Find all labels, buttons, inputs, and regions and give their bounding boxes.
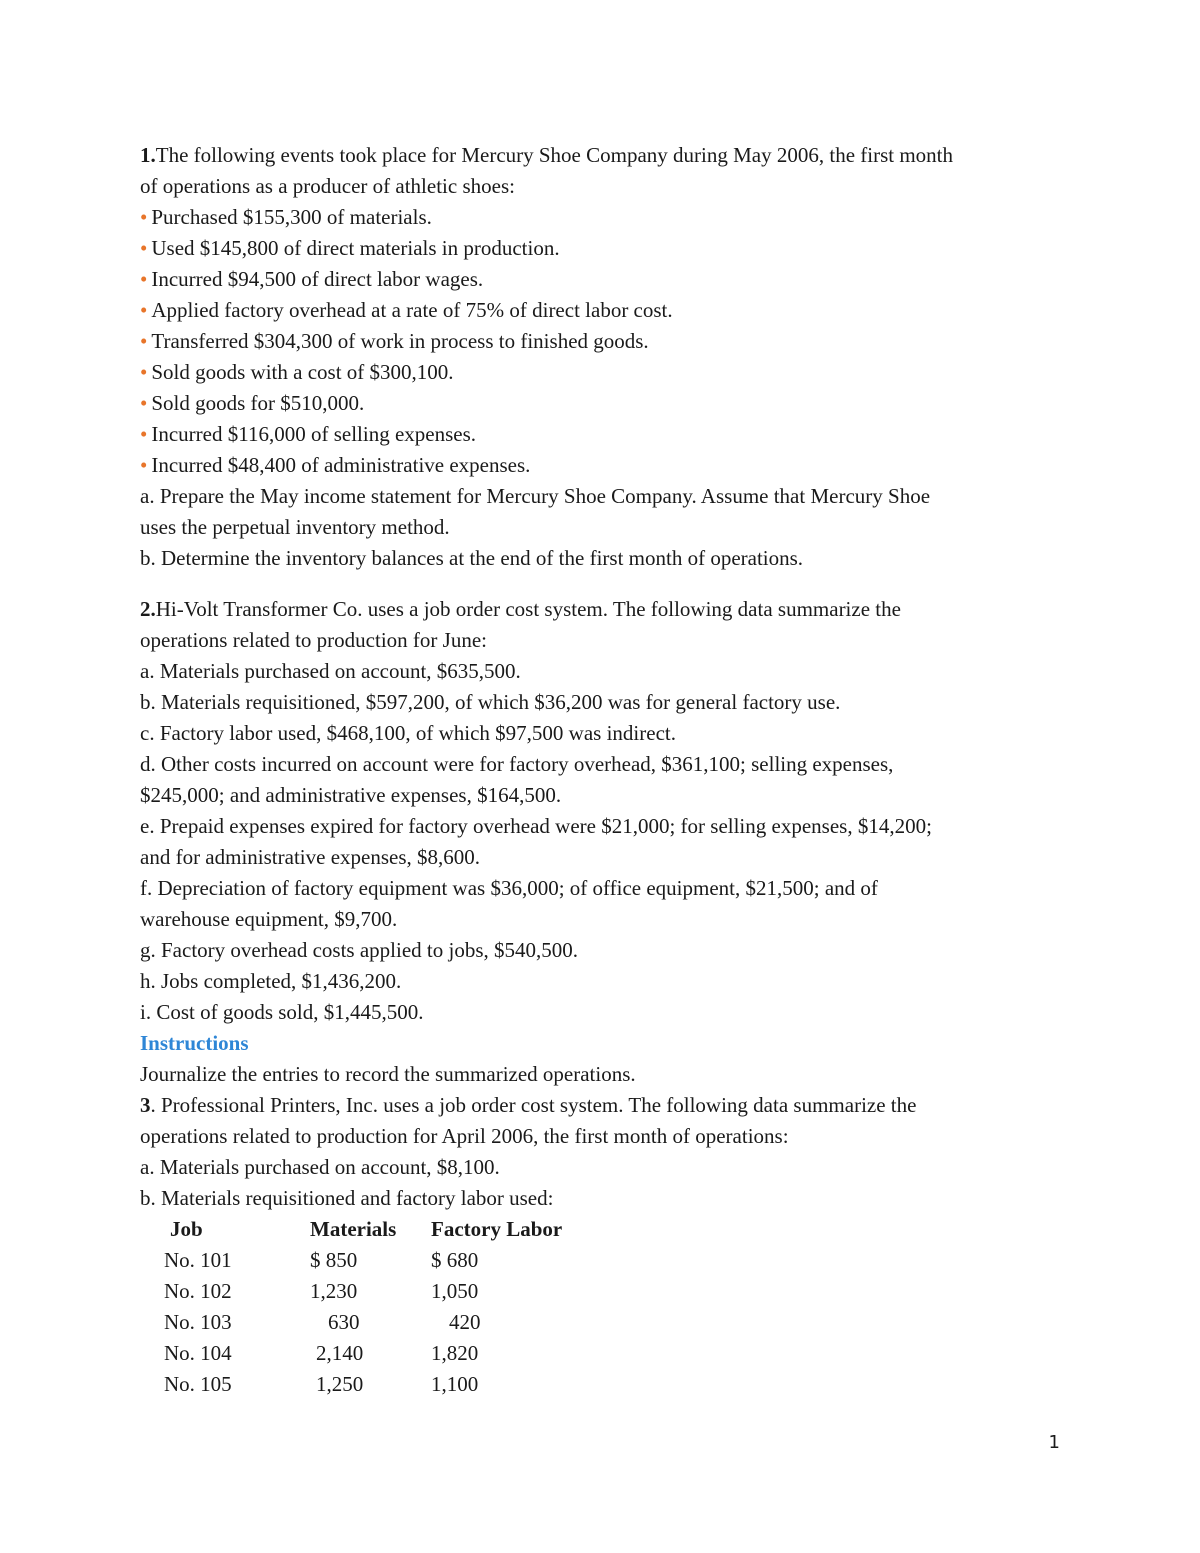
q1-bullet-item: [140, 357, 1060, 388]
q1-bullet-text: Incurred $116,000 of selling expenses.: [151, 422, 476, 446]
q2-intro-text1: Hi-Volt Transformer Co. uses a job order cost system. The following data summarize the: [155, 597, 901, 621]
q1-intro-text1: The following events took place for Mercury Shoe Company during May 2006, the first month: [155, 143, 954, 167]
q1-bullet-item: [140, 202, 1060, 233]
bullet-icon: •: [140, 391, 148, 415]
q2-line: $245,000; and administrative expenses, $164,500.: [140, 783, 562, 807]
table-row: [158, 1276, 609, 1307]
q1-bullet-item: [140, 419, 1060, 450]
q1-bullet-text: Applied factory overhead at a rate of 75% of direct labor cost.: [151, 298, 673, 322]
table-row: [158, 1307, 609, 1338]
cell-materials: $ 850: [310, 1248, 358, 1272]
job-cost-table: [158, 1214, 609, 1400]
header-job: Job: [170, 1217, 203, 1241]
cell-factory-labor: $ 680: [431, 1248, 479, 1272]
cell-job: No. 103: [164, 1310, 232, 1334]
q1-bullet-item: [140, 450, 1060, 481]
q1-part-b: b. Determine the inventory balances at the end of the first month of operations.: [140, 546, 804, 570]
page-number: 1: [1048, 1432, 1060, 1453]
bullet-icon: •: [140, 422, 148, 446]
bullet-icon: •: [140, 329, 148, 353]
q1-bullet-item: [140, 388, 1060, 419]
q1-bullet-item: [140, 264, 1060, 295]
cell-materials: 630: [328, 1310, 360, 1334]
q2-line: e. Prepaid expenses expired for factory overhead were $21,000; for selling expenses, $14,200;: [140, 814, 932, 838]
bullet-icon: •: [140, 267, 148, 291]
cell-materials: 1,230: [310, 1279, 358, 1303]
header-materials: Materials: [310, 1217, 397, 1241]
q3-number: 3: [140, 1093, 151, 1117]
cell-job: No. 101: [164, 1248, 232, 1272]
q1-bullet-item: [140, 295, 1060, 326]
q1-bullet-text: Purchased $155,300 of materials.: [151, 205, 432, 229]
cell-factory-labor: 420: [449, 1310, 481, 1334]
cell-factory-labor: 1,050: [431, 1279, 479, 1303]
bullet-icon: •: [140, 453, 148, 477]
q1-part-a-line2: uses the perpetual inventory method.: [140, 515, 450, 539]
instructions-heading: Instructions: [140, 1031, 249, 1055]
q1-part-a-line1: a. Prepare the May income statement for Mercury Shoe Company. Assume that Mercury Shoe: [140, 484, 931, 508]
table-row: [158, 1369, 609, 1400]
cell-factory-labor: 1,100: [431, 1372, 479, 1396]
q1-bullet-text: Incurred $48,400 of administrative expenses.: [151, 453, 531, 477]
q2-line: and for administrative expenses, $8,600.: [140, 845, 480, 869]
q3-line-b: b. Materials requisitioned and factory labor used:: [140, 1186, 554, 1210]
q1-bullet-text: Incurred $94,500 of direct labor wages.: [151, 267, 484, 291]
document-page: [140, 140, 1060, 1400]
cell-materials: 1,250: [316, 1372, 364, 1396]
cell-factory-labor: 1,820: [431, 1341, 479, 1365]
table-row: [158, 1245, 609, 1276]
q1-intro-line2: of operations as a producer of athletic shoes:: [140, 174, 515, 198]
instructions-text: Journalize the entries to record the summarized operations.: [140, 1062, 636, 1086]
bullet-icon: •: [140, 205, 148, 229]
q3-intro-line1: [140, 1090, 1060, 1121]
q2-intro-line2: operations related to production for June:: [140, 628, 487, 652]
q2-number: 2.: [140, 597, 156, 621]
header-factory-labor: Factory Labor: [431, 1217, 563, 1241]
q3-line-a: a. Materials purchased on account, $8,100.: [140, 1155, 500, 1179]
q1-intro-line1: [140, 140, 1060, 171]
q2-line: b. Materials requisitioned, $597,200, of which $36,200 was for general factory use.: [140, 690, 841, 714]
cell-job: No. 105: [164, 1372, 232, 1396]
q1-bullet-text: Used $145,800 of direct materials in production.: [151, 236, 560, 260]
q2-line: h. Jobs completed, $1,436,200.: [140, 969, 402, 993]
cell-job: No. 104: [164, 1341, 232, 1365]
q1-number: 1.: [140, 143, 156, 167]
table-row: [158, 1338, 609, 1369]
cell-materials: 2,140: [316, 1341, 364, 1365]
q1-bullet-text: Transferred $304,300 of work in process to finished goods.: [151, 329, 649, 353]
q3-intro-text1: . Professional Printers, Inc. uses a job order cost system. The following data summarize the: [150, 1093, 917, 1117]
section-gap: [140, 574, 1060, 594]
q3-intro-line2: operations related to production for April 2006, the first month of operations:: [140, 1124, 789, 1148]
q2-line: c. Factory labor used, $468,100, of which $97,500 was indirect.: [140, 721, 676, 745]
q2-line: d. Other costs incurred on account were for factory overhead, $361,100; selling expenses,: [140, 752, 894, 776]
bullet-icon: •: [140, 360, 148, 384]
q1-bullet-item: [140, 326, 1060, 357]
bullet-icon: •: [140, 236, 148, 260]
q1-bullet-text: Sold goods for $510,000.: [151, 391, 365, 415]
bullet-icon: •: [140, 298, 148, 322]
q2-line: warehouse equipment, $9,700.: [140, 907, 398, 931]
q2-line: a. Materials purchased on account, $635,500.: [140, 659, 521, 683]
q2-line: g. Factory overhead costs applied to jobs, $540,500.: [140, 938, 579, 962]
cell-job: No. 102: [164, 1279, 232, 1303]
table-header-row: [158, 1214, 609, 1245]
q2-intro-line1: [140, 594, 1060, 625]
q2-line: i. Cost of goods sold, $1,445,500.: [140, 1000, 424, 1024]
q2-line: f. Depreciation of factory equipment was $36,000; of office equipment, $21,500; and of: [140, 876, 878, 900]
q1-bullet-item: [140, 233, 1060, 264]
q1-bullet-text: Sold goods with a cost of $300,100.: [151, 360, 454, 384]
